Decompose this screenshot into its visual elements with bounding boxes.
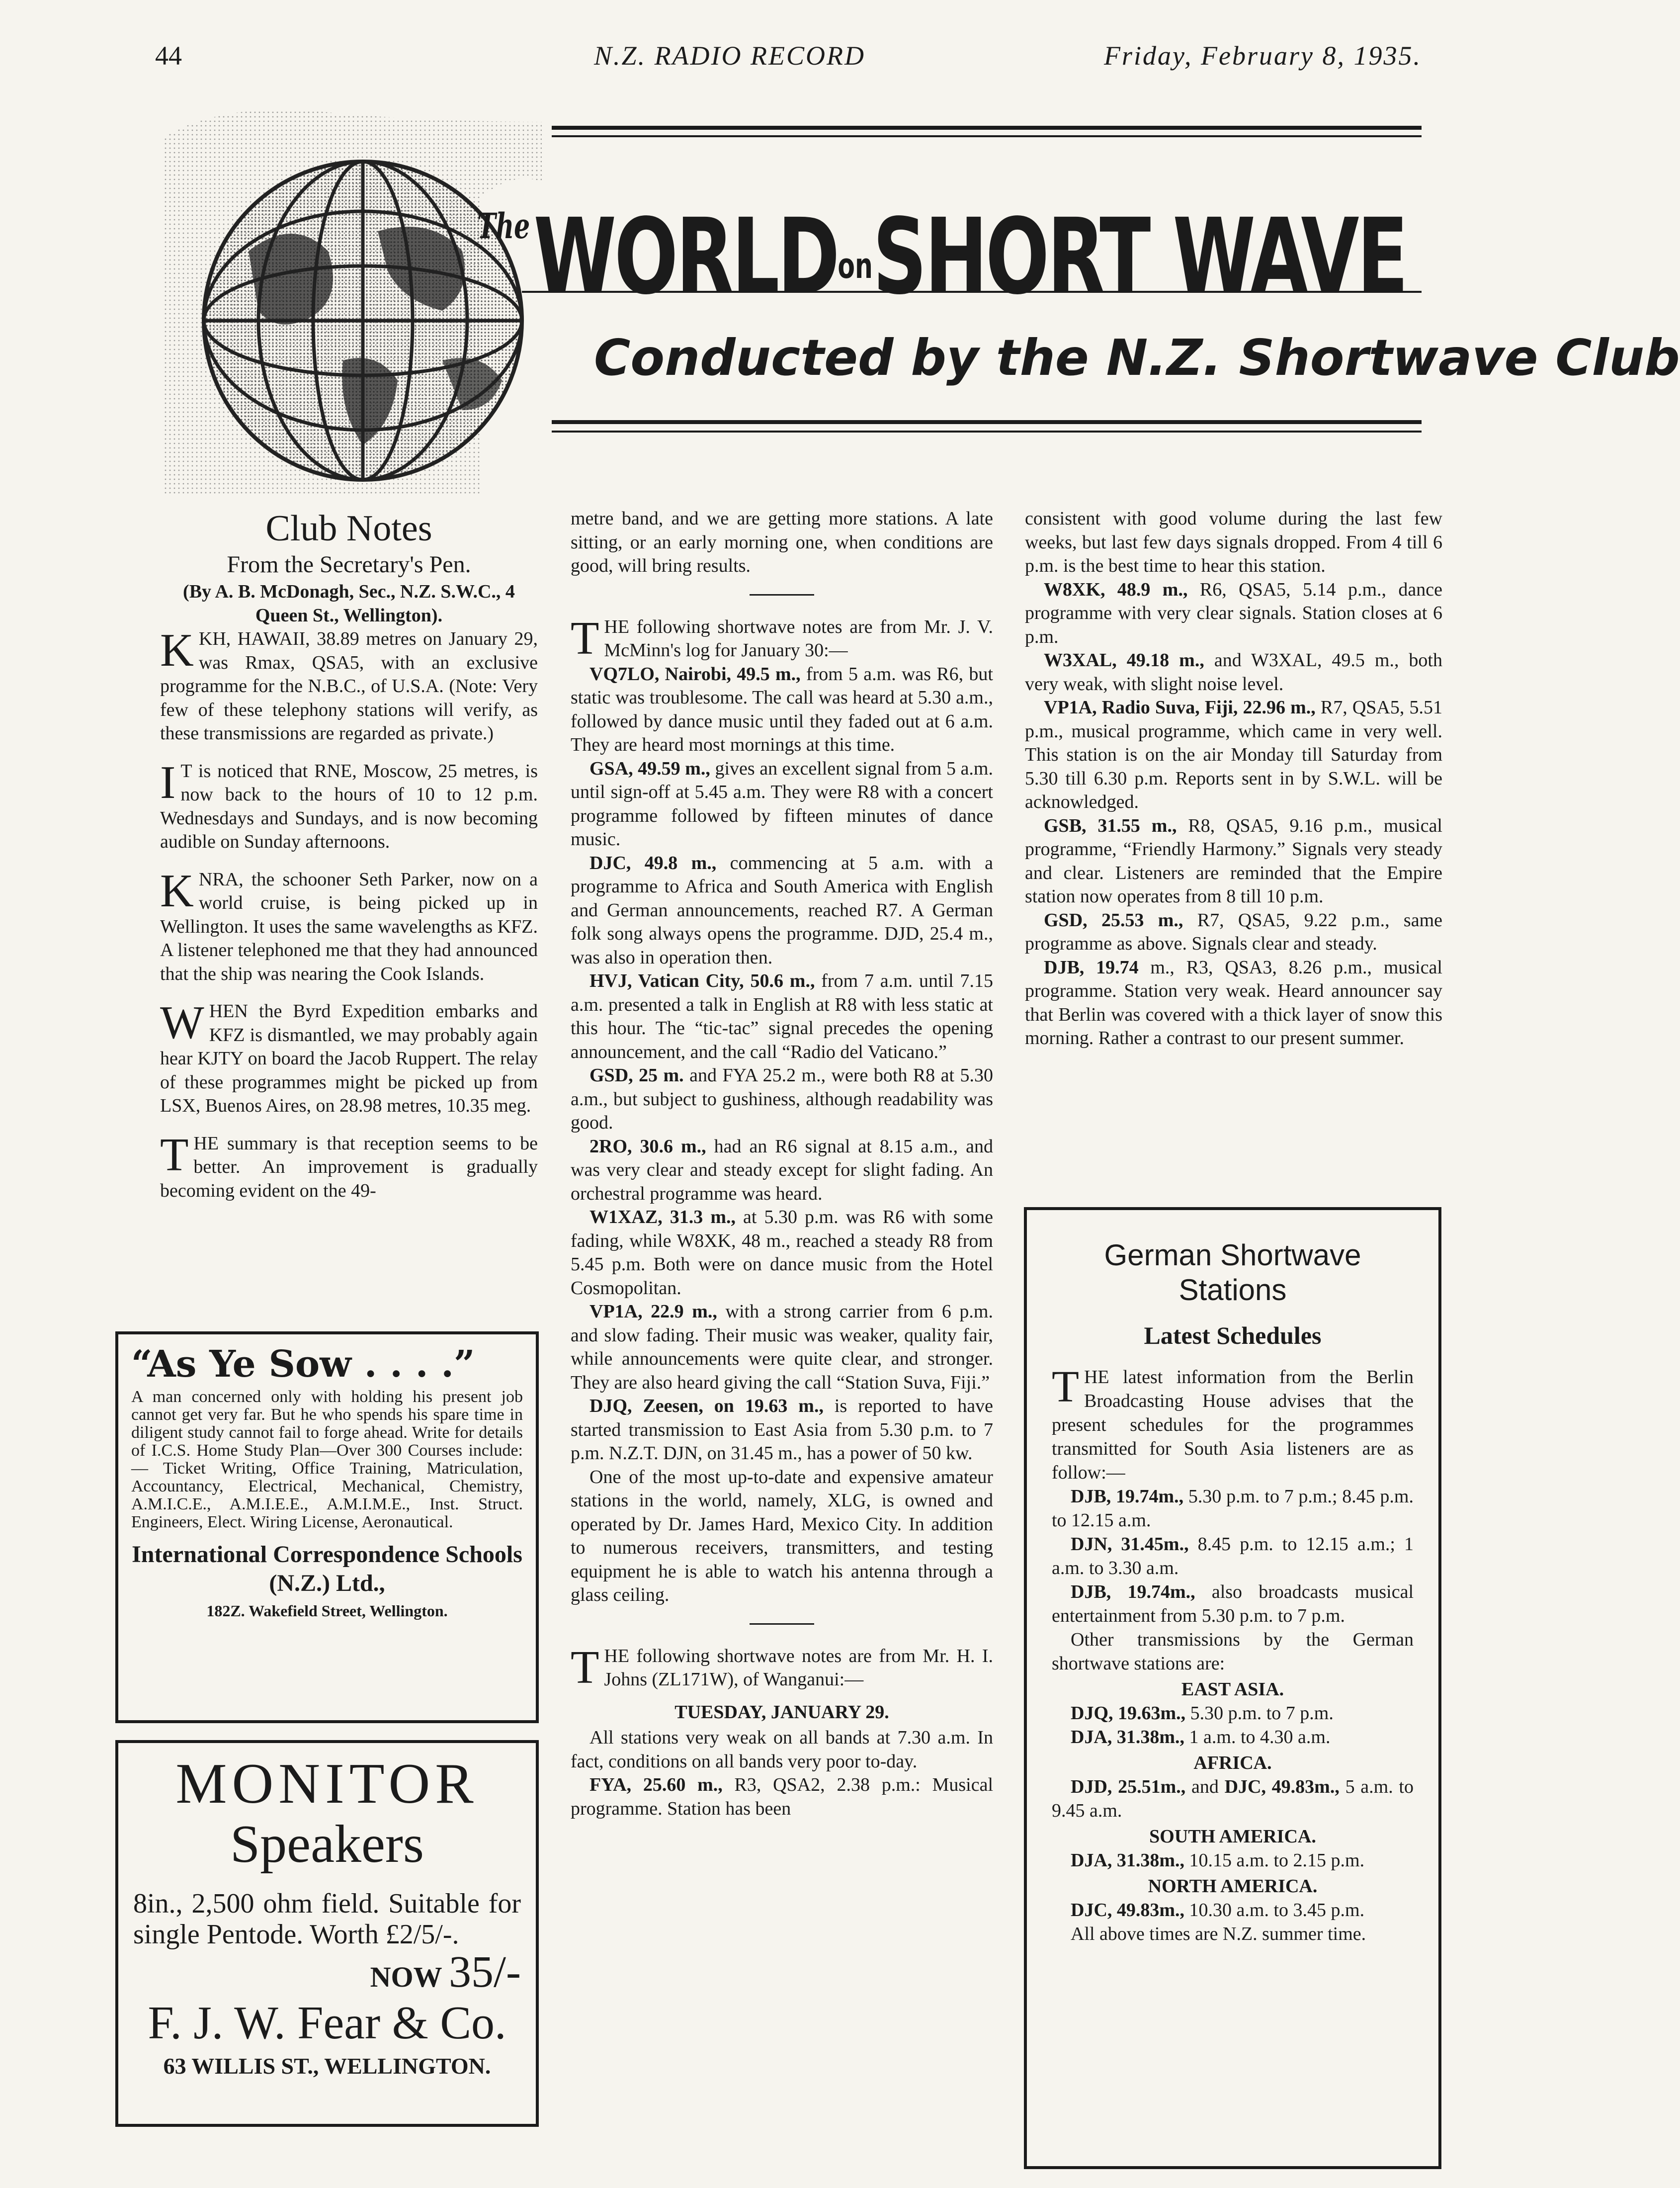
banner-rule-bottom-thin: [552, 431, 1422, 433]
monitor-ad-company: F. J. W. Fear & Co.: [148, 1997, 506, 2049]
station-name: VP1A, 22.9 m.,: [589, 1301, 717, 1322]
log-entry: [571, 757, 993, 852]
entry-text: and W3XAL, 49.5 m., both very weak, with slight noise level.: [1025, 650, 1442, 695]
schedule-entry: [1052, 1848, 1414, 1872]
schedule-entry: [1052, 1775, 1414, 1823]
entry-text: with a strong carrier from 6 p.m. and slow fading. Their music was weaker, quality fair, while announcements were quite clear, and stronger. They are also heard giving the call “Station Suva, Fiji.”: [571, 1301, 993, 1393]
entry-text: R8, QSA5, 9.16 p.m., musical programme, “Friendly Harmony.” Signals very steady and clear. Listeners are reminded that the Empire station now operates from 8 till 10 p.m.: [1025, 815, 1442, 907]
entry-text: from 7 a.m. until 7.15 a.m. presented a talk in English at R8 with less static at this hour. The “tic-tac” signal precedes the opening announcement, and the call “Radio del Vaticano.”: [571, 970, 993, 1062]
schedule-entry: [1052, 1532, 1414, 1580]
issue-date: Friday, February 8, 1935.: [1104, 41, 1422, 71]
german-box-footer: All above times are N.Z. summer time.: [1071, 1924, 1366, 1944]
station-name: DJQ, 19.63m.,: [1071, 1703, 1186, 1724]
station-name: HVJ, Vatican City, 50.6 m.,: [589, 970, 815, 991]
station-name: DJD, 25.51m.,: [1071, 1776, 1186, 1797]
paragraph-text: HE following shortwave notes are from Mr. H. I. Johns (ZL171W), of Wanganui:—: [604, 1645, 993, 1690]
entry-text: also broadcasts musical entertainment from 5.30 p.m. to 7 p.m.: [1052, 1581, 1414, 1626]
drop-cap: T: [1052, 1362, 1079, 1411]
monitor-ad-price-line: [133, 1947, 521, 1997]
log-entry: [571, 1135, 993, 1206]
station-name: DJB, 19.74: [1044, 957, 1139, 978]
region-heading: AFRICA.: [1193, 1752, 1272, 1773]
entry-text: at 5.30 p.m. was R6 with some fading, while W8XK, 48 m., reached a steady R8 from 5.45 p.m. Both were on dance music from the Hotel Cosmopolitan.: [571, 1207, 993, 1299]
club-notes-heading: Club Notes: [265, 508, 432, 549]
entry-text: 5.30 p.m. to 7 p.m.: [1185, 1703, 1334, 1724]
club-notes-paragraph: [160, 997, 538, 1118]
banner-subtitle: Conducted by the N.Z. Shortwave Club: [594, 329, 1680, 387]
station-name: GSA, 49.59 m.,: [589, 758, 710, 779]
banner-rule-top-thin: [552, 135, 1422, 137]
entry-text: had an R6 signal at 8.15 a.m., and was very clear and steady except for slight fading. An orchestral programme was heard.: [571, 1136, 994, 1204]
log-intro: [571, 1641, 993, 1693]
station-name: VP1A, Radio Suva, Fiji, 22.96 m.,: [1044, 697, 1316, 718]
banner-title-the: The: [477, 205, 530, 247]
banner-rule-top: [552, 126, 1422, 130]
drop-cap: I: [160, 756, 176, 808]
station-name: W8XK, 48.9 m.,: [1044, 579, 1188, 600]
entry-text: 8.45 p.m. to 12.15 a.m.; 1 a.m. to 3.30 a.m.: [1052, 1534, 1414, 1578]
ics-ad-body: A man concerned only with holding his present job cannot get very far. But he who spends his spare time in diligent study cannot fail to forge ahead. Write for details of I.C.S. Home Study Plan—Over 300 Courses include:— Ticket Writing, Office Training, Matriculation, Accountancy, Electrical, Mechanical, Chemistry, A.M.I.C.E., A.M.I.E.E., A.M.I.M.E., Inst. Struct. Engineers, Elect. Wiring License, Aeronautical.: [131, 1388, 523, 1531]
log-entry: [571, 852, 993, 970]
german-shortwave-box: [1024, 1207, 1441, 2169]
log-entry: [1025, 578, 1442, 649]
entry-text: 1 a.m. to 4.30 a.m.: [1184, 1727, 1331, 1748]
banner-rule-bottom: [552, 420, 1422, 424]
station-name: FYA, 25.60 m.,: [589, 1774, 723, 1795]
club-notes-paragraph: [160, 756, 538, 854]
station-name: W1XAZ, 31.3 m.,: [589, 1207, 736, 1227]
region-heading: SOUTH AMERICA.: [1149, 1826, 1316, 1847]
station-name: DJB, 19.74m.,: [1071, 1581, 1195, 1602]
german-box-intro: [1052, 1362, 1414, 1485]
club-notes-byline: (By A. B. McDonagh, Sec., N.Z. S.W.C., 4 Queen St., Wellington).: [183, 581, 515, 626]
region-heading: NORTH AMERICA.: [1148, 1876, 1318, 1897]
station-name: DJC, 49.83m.,: [1224, 1776, 1340, 1797]
log-entry: [1025, 956, 1442, 1050]
drop-cap: K: [160, 624, 194, 676]
paragraph-text: metre band, and we are getting more stations. A late sitting, or an early morning one, when conditions are good, will bring results.: [571, 508, 993, 576]
globe-illustration: [164, 102, 591, 495]
entry-text: 5 a.m. to 9.45 a.m.: [1052, 1776, 1414, 1821]
station-name: VQ7LO, Nairobi, 49.5 m.,: [589, 663, 801, 685]
schedule-entry: [1052, 1485, 1414, 1532]
drop-cap: T: [160, 1129, 189, 1181]
publication-title: N.Z. RADIO RECORD: [594, 41, 865, 71]
log-entry: [1025, 814, 1442, 909]
banner-title-on: on: [838, 246, 873, 286]
log-entry: [571, 663, 993, 757]
paragraph-text: T is noticed that RNE, Moscow, 25 metres, is now back to the hours of 10 to 12 p.m. Wednesdays and Sundays, and is now becoming audible on Sunday afternoons.: [160, 760, 538, 852]
monitor-ad-price: 35/-: [449, 1947, 521, 1997]
schedule-entry: [1052, 1580, 1414, 1628]
german-box-title: German Shortwave Stations: [1104, 1238, 1361, 1307]
station-name: GSB, 31.55 m.,: [1044, 815, 1177, 836]
drop-cap: W: [160, 997, 204, 1049]
log-entry: [571, 1064, 993, 1135]
log-entry: [1025, 649, 1442, 696]
log-entry: [571, 1206, 993, 1300]
station-name: DJC, 49.8 m.,: [589, 852, 717, 874]
paragraph-text: NRA, the schooner Seth Parker, now on a world cruise, is being picked up in Wellington. It uses the same wavelengths as KFZ. A listener telephoned me that they had announced that the ship was nearing the Cook Islands.: [160, 869, 538, 984]
log-entry: [571, 1300, 993, 1395]
station-name: W3XAL, 49.18 m.,: [1044, 650, 1204, 671]
station-name: DJA, 31.38m.,: [1071, 1727, 1185, 1748]
schedule-entry: [1052, 1701, 1414, 1725]
region-heading: EAST ASIA.: [1181, 1679, 1284, 1700]
ics-ad-company: International Correspondence Schools (N.Z.) Ltd.,: [132, 1541, 522, 1596]
log-entry: All stations very weak on all bands at 7.30 a.m. In fact, conditions on all bands very poor to-day.: [571, 1727, 993, 1772]
club-notes-paragraph: [160, 1129, 538, 1203]
ics-advertisement: [115, 1331, 539, 1723]
banner-title-world: WORLD: [533, 196, 838, 318]
entry-text: R7, QSA5, 9.22 p.m., same programme as above. Signals clear and steady.: [1025, 909, 1442, 954]
entry-text: R3, QSA2, 2.38 p.m.: Musical programme. Station has been: [571, 1774, 994, 1819]
paragraph-text: HE latest information from the Berlin Broadcasting House advises that the present schedules for the programmes transmitted for South Asia listeners are as follow:—: [1052, 1367, 1414, 1483]
log-entry: [571, 969, 993, 1064]
station-name: DJB, 19.74m.,: [1071, 1486, 1184, 1507]
paragraph-text: KH, HAWAII, 38.89 metres on January 29, was Rmax, QSA5, with an exclusive programme for the N.B.C., of U.S.A. (Note: Very few of these telephony stations will verify, as these transmissions are regarded as private.): [160, 628, 538, 744]
banner-title: [477, 164, 1407, 318]
entry-text: 10.30 a.m. to 3.45 p.m.: [1184, 1900, 1365, 1921]
paragraph-text: HEN the Byrd Expedition embarks and KFZ is dismantled, we may probably again hear KJTY on board the Jacob Ruppert. The relay of these programmes might be picked up from LSX, Buenos Aires, on 28.98 metres, 10.35 meg.: [160, 1001, 538, 1116]
log-entry: [571, 1773, 993, 1821]
entry-text: is reported to have started transmission to East Asia from 5.30 p.m. to 7 p.m. N.Z.T. DJN, on 31.45 m., has a power of 50 kw.: [571, 1396, 994, 1464]
drop-cap: K: [160, 865, 194, 917]
station-name: GSD, 25.53 m.,: [1044, 909, 1183, 931]
club-notes-paragraph: [160, 624, 538, 746]
station-name: DJC, 49.83m.,: [1071, 1900, 1185, 1921]
monitor-ad-title: MONITOR: [175, 1752, 479, 1816]
monitor-ad-now: NOW: [370, 1961, 442, 1993]
drop-cap: T: [571, 612, 599, 664]
paragraph-text: HE summary is that reception seems to be better. An improvement is gradually becoming evident on the 49-: [160, 1133, 538, 1201]
entry-text: m., R3, QSA3, 8.26 p.m., musical programme. Station very weak. Heard announcer say that Berlin was covered with a thick layer of snow this morning. Rather a contrast to our present summer.: [1025, 957, 1442, 1049]
log-intro: [571, 612, 993, 664]
banner-title-short-wave: SHORT WAVE: [872, 196, 1407, 318]
section-separator: [750, 594, 814, 596]
ics-ad-title: “As Ye Sow . . . .”: [131, 1343, 475, 1386]
club-notes-subheading: From the Secretary's Pen.: [227, 551, 471, 578]
johns-log-column: [1025, 507, 1442, 1050]
entry-text: gives an excellent signal from 5 a.m. until sign-off at 5.45 a.m. They were R8 with a concert programme followed by fifteen minutes of dance music.: [571, 758, 993, 850]
monitor-ad-subtitle: Speakers: [230, 1815, 424, 1874]
paragraph-text: HE following shortwave notes are from Mr. J. V. McMinn's log for January 30:—: [604, 616, 993, 661]
entry-text: 5.30 p.m. to 7 p.m.; 8.45 p.m. to 12.15 a.m.: [1052, 1486, 1414, 1531]
entry-text: 10.15 a.m. to 2.15 p.m.: [1184, 1850, 1365, 1871]
club-notes-paragraph: [160, 865, 538, 986]
monitor-ad-description: 8in., 2,500 ohm field. Suitable for single Pentode. Worth £2/5/-.: [133, 1888, 521, 1950]
schedule-entry: [1052, 1725, 1414, 1749]
monitor-speakers-advertisement: [115, 1740, 539, 2127]
paragraph-text: consistent with good volume during the last few weeks, but last few days signals dropped. From 4 till 6 p.m. is the best time to hear this station.: [1025, 508, 1442, 576]
schedule-entry: [1052, 1898, 1414, 1922]
station-name: GSD, 25 m.: [589, 1065, 684, 1086]
entry-text: and FYA 25.2 m., were both R8 at 5.30 a.m., but subject to gushiness, although readability was good.: [571, 1065, 993, 1133]
station-name: DJA, 31.38m.,: [1071, 1850, 1185, 1871]
log-entry: [1025, 696, 1442, 814]
station-name: DJQ, Zeesen, on 19.63 m.,: [589, 1396, 824, 1416]
german-box-subtitle: Latest Schedules: [1144, 1321, 1322, 1349]
entry-text: from 5 a.m. was R6, but static was troublesome. The call was heard at 5.30 a.m., followed by dance music until they faded out at 6 a.m. They are heard most mornings at this time.: [571, 663, 993, 755]
entry-text: commencing at 5 a.m. with a programme to Africa and South America with English and German announcements, reached R7. A German folk song always opens the programme. DJD, 25.4 m., was also in operation then.: [571, 852, 993, 968]
monitor-ad-address: 63 WILLIS ST., WELLINGTON.: [163, 2053, 491, 2079]
mcminn-log-column: [571, 507, 993, 1821]
station-name: DJN, 31.45m.,: [1071, 1534, 1189, 1555]
entry-text: R7, QSA5, 5.51 p.m., musical programme, which came in very well. This station is on the air Monday till Saturday from 5.30 till 6.30 p.m. Reports sent in by S.W.L. will be acknowledged.: [1025, 697, 1442, 812]
log-entry: One of the most up-to-date and expensive amateur stations in the world, namely, XLG, is owned and operated by Dr. James Hard, Mexico City. In addition to numerous receivers, transmitters, and testing equipment he is able to watch his antenna through a glass ceiling.: [571, 1466, 993, 1605]
section-separator: [750, 1623, 814, 1625]
log-date-heading: TUESDAY, JANUARY 29.: [674, 1701, 889, 1723]
drop-cap: T: [571, 1641, 599, 1693]
schedule-note: Other transmissions by the German shortwave stations are:: [1052, 1629, 1414, 1674]
page-number: 44: [155, 41, 182, 71]
station-name: 2RO, 30.6 m.,: [589, 1136, 706, 1157]
log-entry: [1025, 909, 1442, 956]
entry-text: R6, QSA5, 5.14 p.m., dance programme with very clear signals. Station closes at 6 p.m.: [1025, 579, 1442, 647]
ics-ad-address: 182Z. Wakefield Street, Wellington.: [206, 1602, 448, 1620]
club-notes-column: [160, 507, 538, 1217]
entry-text: and: [1185, 1776, 1225, 1797]
log-entry: [571, 1395, 993, 1466]
